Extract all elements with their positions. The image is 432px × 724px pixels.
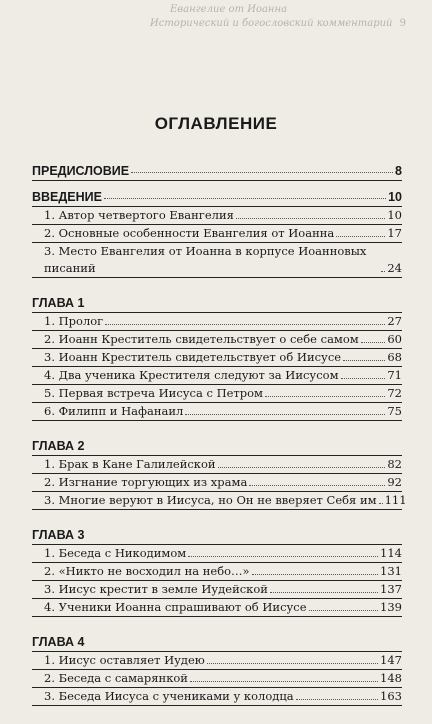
toc-entry[interactable] <box>32 492 407 510</box>
toc-entry-label: 4. Ученики Иоанна спрашивают об Иисусе <box>44 600 307 614</box>
leader-dots <box>343 360 385 361</box>
toc-entry-label: 2. «Никто не восходил на небо…» <box>44 564 250 578</box>
toc-entry-page: 131 <box>380 564 402 578</box>
toc-entry-label: 1. Беседа с Никодимом <box>44 546 187 560</box>
toc-entry[interactable] <box>32 688 402 706</box>
leader-dots <box>188 556 378 557</box>
toc-entry-page: 75 <box>387 404 402 418</box>
toc-entry-page: 24 <box>387 261 402 275</box>
toc-heading-label: ПРЕДИСЛОВИЕ <box>32 164 130 178</box>
toc-section <box>32 528 402 617</box>
toc-entry-label: 3. Иисус крестит в земле Иудейской <box>44 582 268 596</box>
leader-dots <box>236 218 385 219</box>
toc-entry-label: 6. Филипп и Нафанаил <box>44 404 184 418</box>
leader-dots <box>381 271 385 272</box>
leader-dots <box>185 414 385 415</box>
toc-entry[interactable] <box>32 403 402 421</box>
leader-dots <box>252 574 378 575</box>
running-header-title: Евангелие от Иоанна <box>170 4 288 15</box>
toc-entry-page: 72 <box>387 386 402 400</box>
toc-entry-page: 10 <box>387 208 402 222</box>
toc-section <box>32 439 407 510</box>
toc-entry-label: 3. Беседа Иисуса с учениками у колодца <box>44 689 294 703</box>
leader-dots <box>131 164 393 173</box>
toc-entry-label: 3. Место Евангелия от Иоанна в корпусе Иоанновых писаний <box>44 244 367 275</box>
toc-entry-label: 2. Основные особенности Евангелия от Иоанна <box>44 226 335 240</box>
toc-entry-label: 2. Беседа с самарянкой <box>44 671 188 685</box>
toc-entry-page: 139 <box>380 600 402 614</box>
toc-entry[interactable] <box>32 385 402 403</box>
toc-entry-label: 1. Иисус оставляет Иудею <box>44 653 205 667</box>
running-header-subtitle: Исторический и богословский комментарий <box>150 18 393 29</box>
toc-entry-page: 82 <box>387 457 402 471</box>
toc-entry[interactable] <box>32 243 402 278</box>
toc-entry-page: 17 <box>387 226 402 240</box>
leader-dots <box>190 681 378 682</box>
leader-dots <box>309 610 379 611</box>
toc-entry-page: 71 <box>387 368 402 382</box>
toc-entry-label: 1. Брак в Кане Галилейской <box>44 457 216 471</box>
leader-dots <box>361 342 386 343</box>
toc-entry-label: 2. Иоанн Креститель свидетельствует о себе самом <box>44 332 359 346</box>
leader-dots <box>336 236 385 237</box>
page-number: 9 <box>399 18 406 29</box>
toc-section-heading[interactable] <box>32 164 402 181</box>
toc-entry-page: 68 <box>387 350 402 364</box>
toc-entry-label: 4. Два ученика Крестителя следуют за Иисусом <box>44 368 339 382</box>
toc-heading-label: ВВЕДЕНИЕ <box>32 190 102 204</box>
toc-entry-page: 27 <box>387 314 402 328</box>
toc-entry[interactable] <box>32 313 402 331</box>
toc-heading-label: ГЛАВА 2 <box>32 439 85 453</box>
toc-section-heading[interactable] <box>32 190 402 207</box>
leader-dots <box>270 592 378 593</box>
leader-dots <box>249 485 385 486</box>
toc-entry[interactable] <box>32 545 402 563</box>
toc-entry-page: 148 <box>380 671 402 685</box>
toc-heading-page: 8 <box>395 164 402 178</box>
toc-entry[interactable] <box>32 670 402 688</box>
toc-section <box>32 164 402 181</box>
toc-entry-label: 3. Многие веруют в Иисуса, но Он не вверяет Себя им <box>44 493 377 507</box>
toc-entry[interactable] <box>32 207 402 225</box>
toc-heading-label: ГЛАВА 1 <box>32 296 85 310</box>
toc-entry-label: 2. Изгнание торгующих из храма <box>44 475 248 489</box>
toc-entry[interactable] <box>32 474 402 492</box>
toc-entry[interactable] <box>32 581 402 599</box>
toc-heading-page: 10 <box>388 190 402 204</box>
table-of-contents <box>32 164 407 724</box>
toc-entry[interactable] <box>32 599 402 617</box>
toc-section <box>32 635 402 706</box>
toc-entry-page: 92 <box>387 475 402 489</box>
leader-dots <box>207 663 378 664</box>
leader-dots <box>218 467 386 468</box>
leader-dots <box>265 396 385 397</box>
toc-heading-label: ГЛАВА 4 <box>32 635 85 649</box>
toc-entry[interactable] <box>32 456 402 474</box>
page-title: ОГЛАВЛЕНИЕ <box>154 114 278 133</box>
toc-entry-label: 1. Автор четвертого Евангелия <box>44 208 234 222</box>
toc-entry[interactable] <box>32 225 402 243</box>
toc-section <box>32 190 402 278</box>
toc-entry[interactable] <box>32 652 402 670</box>
toc-entry[interactable] <box>32 331 402 349</box>
toc-entry[interactable] <box>32 367 402 385</box>
toc-entry-page: 111 <box>384 493 407 507</box>
toc-entry-page: 114 <box>380 546 402 560</box>
leader-dots <box>379 503 383 504</box>
toc-entry-label: 5. Первая встреча Иисуса с Петром <box>44 386 263 400</box>
toc-entry-page: 137 <box>380 582 402 596</box>
toc-entry[interactable] <box>32 349 402 367</box>
leader-dots <box>104 190 386 199</box>
toc-section-heading[interactable] <box>32 635 402 652</box>
leader-dots <box>105 324 385 325</box>
toc-entry-page: 147 <box>380 653 402 667</box>
toc-entry-label: 1. Пролог <box>44 314 104 328</box>
toc-entry-page: 60 <box>387 332 402 346</box>
toc-section <box>32 296 402 421</box>
toc-section-heading[interactable] <box>32 528 402 545</box>
toc-section-heading[interactable] <box>32 439 402 456</box>
toc-entry[interactable] <box>32 563 402 581</box>
toc-entry-page: 163 <box>380 689 402 703</box>
toc-heading-label: ГЛАВА 3 <box>32 528 85 542</box>
toc-entry-label: 3. Иоанн Креститель свидетельствует об Иисусе <box>44 350 342 364</box>
toc-section-heading[interactable] <box>32 296 402 313</box>
leader-dots <box>341 378 386 379</box>
